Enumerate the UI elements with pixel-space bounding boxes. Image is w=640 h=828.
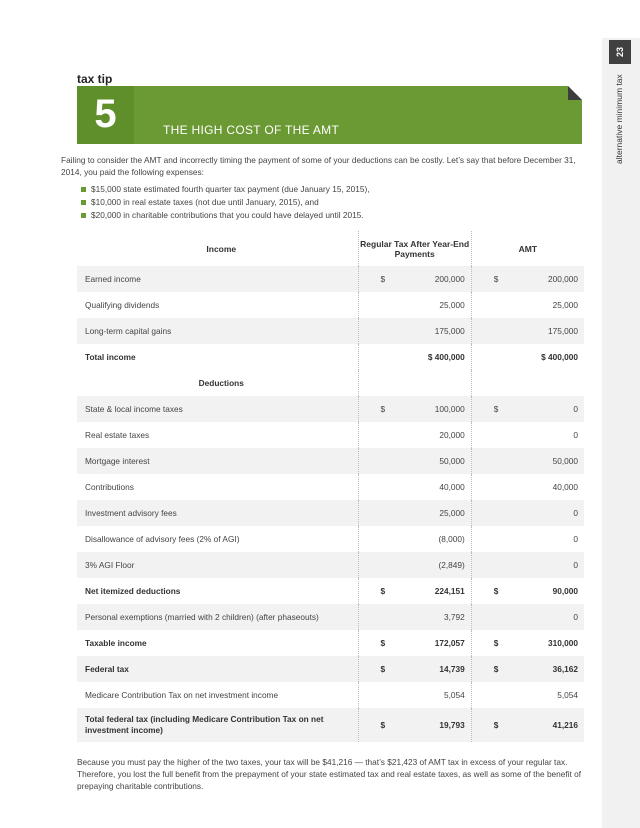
row-label: 3% AGI Floor — [77, 552, 358, 578]
deductions-section — [77, 396, 584, 742]
table-row — [77, 422, 584, 448]
bullet-square-icon — [81, 213, 86, 218]
deductions-heading-row — [77, 370, 584, 396]
table-row — [77, 344, 584, 370]
currency-sign: $ — [380, 638, 386, 648]
regular-tax-cell — [358, 396, 471, 422]
regular-tax-value: 25,000 — [439, 508, 465, 518]
regular-tax-value: 25,000 — [439, 300, 465, 310]
list-item: $15,000 state estimated fourth quarter tax payment (due January 15, 2015), — [81, 183, 581, 196]
currency-sign: $ — [493, 404, 499, 414]
regular-tax-value: 100,000 — [434, 404, 465, 414]
row-label: Net itemized deductions — [85, 586, 181, 596]
amt-cell — [471, 682, 584, 708]
row-label: Disallowance of advisory fees (2% of AGI) — [85, 534, 240, 544]
regular-tax-cell — [358, 266, 471, 292]
regular-tax-cell — [358, 344, 471, 370]
amt-value: 0 — [573, 612, 578, 622]
banner-fold-shadow — [568, 86, 582, 100]
table-row — [77, 682, 584, 708]
regular-tax-value: (2,849) — [438, 560, 465, 570]
table-row — [77, 552, 584, 578]
table-row — [77, 500, 584, 526]
amt-cell — [471, 318, 584, 344]
row-label: Medicare Contribution Tax on net investment income — [85, 690, 279, 700]
amt-value: $ 400,000 — [541, 352, 578, 362]
intro-paragraph: Failing to consider the AMT and incorrectly timing the payment of some of your deductions can be costly. Let’s say that before December 31, 2014, you paid the following expenses: — [61, 155, 576, 177]
currency-sign: $ — [493, 719, 499, 730]
row-label: Real estate taxes — [85, 430, 150, 440]
regular-tax-cell — [358, 318, 471, 344]
row-label: Long-term capital gains — [77, 318, 358, 344]
table-row — [77, 318, 584, 344]
regular-tax-cell — [358, 474, 471, 500]
amt-cell — [471, 396, 584, 422]
amt-value: 25,000 — [552, 300, 578, 310]
regular-tax-cell — [358, 682, 471, 708]
currency-sign: $ — [493, 664, 499, 674]
currency-sign: $ — [493, 638, 499, 648]
section-label: alternative minimum tax — [614, 74, 624, 164]
list-item: $10,000 in real estate taxes (not due until January, 2015), and — [81, 196, 581, 209]
amt-value: 36,162 — [552, 664, 578, 674]
top-margin — [0, 0, 640, 38]
currency-sign: $ — [380, 664, 386, 674]
row-label: Contributions — [85, 482, 134, 492]
table-row — [77, 396, 584, 422]
amt-cell — [471, 266, 584, 292]
amt-value: 200,000 — [548, 274, 578, 284]
amt-value: 175,000 — [548, 326, 578, 336]
tip-banner — [77, 86, 582, 144]
amt-cell — [471, 526, 584, 552]
table-row — [77, 630, 584, 656]
bullet-square-icon — [81, 187, 86, 192]
amt-cell — [471, 344, 584, 370]
row-label: Mortgage interest — [77, 448, 358, 474]
amt-header: AMT — [471, 231, 584, 266]
amt-value: 0 — [573, 508, 578, 518]
amt-value: 90,000 — [552, 586, 578, 596]
tip-title: THE HIGH COST OF THE AMT — [163, 123, 340, 137]
regular-tax-cell — [358, 604, 471, 630]
row-label: Personal exemptions (married with 2 children) (after phaseouts) — [77, 604, 358, 630]
row-label: State & local income taxes — [77, 396, 358, 422]
table-row — [77, 474, 584, 500]
row-label: Earned income — [77, 266, 358, 292]
amt-value: 0 — [573, 560, 578, 570]
currency-sign: $ — [380, 404, 386, 414]
page-number-box — [609, 40, 631, 64]
tax-tip-label: tax tip — [77, 72, 113, 86]
amt-value: 40,000 — [552, 482, 578, 492]
regular-tax-value: 224,151 — [434, 586, 465, 596]
regular-tax-header: Regular Tax After Year-End Payments — [358, 231, 471, 266]
currency-sign: $ — [380, 586, 386, 596]
tip-number: 5 — [94, 92, 117, 136]
regular-tax-value: (8,000) — [438, 534, 465, 544]
row-label: Qualifying dividends — [85, 300, 160, 310]
table-row — [77, 604, 584, 630]
regular-tax-cell — [358, 656, 471, 682]
amt-value: 0 — [573, 534, 578, 544]
page-number: 23 — [614, 46, 625, 58]
amt-value: 5,054 — [557, 690, 578, 700]
regular-tax-value: 172,057 — [434, 638, 465, 648]
currency-sign: $ — [493, 586, 499, 596]
currency-sign: $ — [493, 274, 499, 284]
regular-tax-cell — [358, 526, 471, 552]
regular-tax-cell — [358, 630, 471, 656]
table-row — [77, 708, 584, 742]
expense-list — [81, 183, 581, 222]
amt-value: 310,000 — [548, 638, 578, 648]
income-header: Income — [77, 231, 358, 266]
regular-tax-cell — [358, 422, 471, 448]
amt-cell — [471, 474, 584, 500]
amt-cell — [471, 578, 584, 604]
row-label: Federal tax — [77, 656, 358, 682]
table-row — [77, 578, 584, 604]
amt-cell — [471, 422, 584, 448]
amt-cell — [471, 552, 584, 578]
footer-paragraph: Because you must pay the higher of the two taxes, your tax will be $41,216 — that’s $21,423 of AMT tax in excess of your regular tax. Therefore, you lost the full benefit from the prepayment of your state estimated tax and real estate taxes, as well as some of the benefit of prepaying charitable contributions. — [77, 757, 582, 791]
regular-tax-value: 40,000 — [439, 482, 465, 492]
amt-cell — [471, 292, 584, 318]
amt-cell — [471, 630, 584, 656]
amt-cell — [471, 604, 584, 630]
row-label: Total income — [85, 352, 136, 362]
amt-value: 0 — [573, 404, 578, 414]
regular-tax-cell — [358, 500, 471, 526]
table-row — [77, 448, 584, 474]
regular-tax-cell — [358, 448, 471, 474]
currency-sign: $ — [380, 274, 386, 284]
bullet-square-icon — [81, 200, 86, 205]
regular-tax-cell — [358, 578, 471, 604]
amt-value: 41,216 — [552, 719, 578, 730]
regular-tax-cell — [358, 552, 471, 578]
regular-tax-value: 19,793 — [439, 719, 465, 730]
amt-cell — [471, 500, 584, 526]
amt-cell — [471, 708, 584, 742]
regular-tax-value: 175,000 — [434, 326, 465, 336]
table-row — [77, 266, 584, 292]
list-item: $20,000 in charitable contributions that you could have delayed until 2015. — [81, 209, 581, 222]
regular-tax-cell — [358, 292, 471, 318]
row-label: Total federal tax (including Medicare Contribution Tax on net investment income) — [77, 708, 358, 742]
table-header-row — [77, 231, 584, 266]
currency-sign: $ — [380, 719, 386, 730]
regular-tax-value: $ 400,000 — [427, 352, 465, 362]
deductions-heading: Deductions — [77, 370, 358, 396]
regular-tax-value: 14,739 — [439, 664, 465, 674]
amt-value: 0 — [573, 430, 578, 440]
regular-tax-cell — [358, 708, 471, 742]
table-row — [77, 526, 584, 552]
row-label: Taxable income — [85, 638, 147, 648]
regular-tax-value: 200,000 — [434, 274, 465, 284]
amt-cell — [471, 656, 584, 682]
row-label: Investment advisory fees — [77, 500, 358, 526]
regular-tax-value: 50,000 — [439, 456, 465, 466]
tax-comparison-table — [77, 231, 584, 742]
amt-cell — [471, 448, 584, 474]
income-section — [77, 266, 584, 370]
regular-tax-value: 20,000 — [439, 430, 465, 440]
regular-tax-value: 3,792 — [444, 612, 465, 622]
table-row — [77, 292, 584, 318]
regular-tax-value: 5,054 — [444, 690, 465, 700]
amt-value: 50,000 — [552, 456, 578, 466]
table-row — [77, 656, 584, 682]
